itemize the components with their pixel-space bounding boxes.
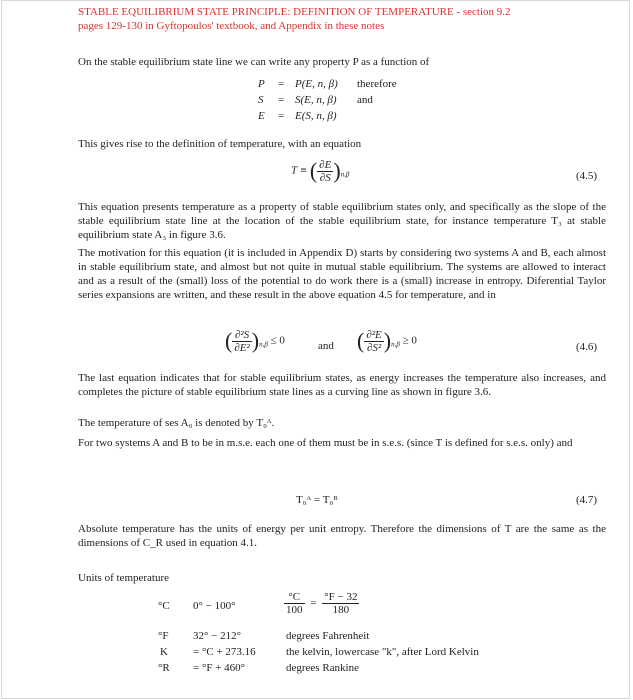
eq46-left: ( $\frac{\text{∂²S}}{\text{∂E²}}$ )$_{n,\beta} \le 0$ — [225, 328, 285, 354]
page-header — [78, 5, 598, 33]
eq47-number: (4.7) — [576, 494, 598, 506]
eq46-right-den: ∂S² — [366, 341, 382, 354]
eq45-sub: n,β — [340, 170, 350, 179]
eq46-left-num: ∂²S — [232, 329, 251, 342]
unit-c-num: °C — [284, 591, 305, 604]
paragraph-1: This equation presents temperature as a property of stable equilibrium states only, and specifically as the slope of the stable equilibrium state line at the location of the stable equilibrium state, for instance temperature T₃ at stable equilibrium state A₃ in figure 3.6. — [78, 201, 606, 241]
unit-desc-r: degrees Rankine — [286, 662, 359, 674]
eq-row1-note: therefore — [357, 78, 397, 90]
eq-row1-rhs: P(E, n, β) — [295, 78, 338, 90]
eq46-right-num: ∂²E — [366, 328, 382, 341]
unit-range-r: = °F + 460° — [193, 662, 246, 674]
eq-row3-eq: = — [278, 110, 285, 122]
unit-range-c: 0° − 100° — [193, 600, 236, 612]
eq46-right: ( $\frac{\text{∂²E}}{\text{∂S²}}$ )$_{n,\beta} \ge 0$ — [357, 328, 417, 354]
eq-row2-eq: = — [278, 94, 285, 106]
paragraph-3: The last equation indicates that for stable equilibrium states, as energy increases the temperature also increases, and completes the picture of stable equilibrium state lines as a curving line as shown in figure 3.6. — [78, 372, 606, 398]
unit-c-rhs-den: 180 — [332, 604, 350, 616]
paragraph-4: The temperature of ses A₀ is denoted by T₀ᴬ. — [78, 417, 275, 429]
eq46-right-sub: n,β — [391, 340, 400, 349]
unit-c-den: 100 — [286, 604, 303, 616]
unit-desc-c: $\frac{^\circ C}{100}$ = $\frac{^\circ F - 32}{180}$ — [286, 591, 358, 616]
unit-sym-f: °F — [158, 630, 169, 642]
eq46-left-sub: n,β — [259, 340, 268, 349]
unit-sym-r: °R — [158, 662, 170, 674]
header-line-2: pages 129-130 in Gyftopoulos' textbook, and Appendix in these notes — [78, 20, 385, 32]
eq46-left-rel: ≤ 0 — [270, 334, 285, 347]
eq-row2-rhs: S(E, n, β) — [295, 94, 337, 106]
paragraph-2: The motivation for this equation (it is included in Appendix D) starts by considering two systems A and B, each almost in stable equilibrium state, and almost but not quite in mutual stable equilibrium. The systems are allowed to interact and as a result of the (small) loss of the potential to do work there is a (small) increase in entropy. Diferential Taylor series expansions are written, and these result in the above equation 4.5 for temperature, and in — [78, 247, 606, 301]
eq-row1-eq: = — [278, 78, 285, 90]
unit-range-k: = °C + 273.16 — [193, 646, 256, 658]
eq45-num: ∂E — [319, 158, 332, 171]
eq47: T₀ᴬ = T₀ᴮ — [296, 494, 338, 506]
eq-row1-lhs: P — [258, 78, 265, 90]
eq45-den: ∂S — [319, 171, 331, 184]
unit-desc-k: the kelvin, lowercase "k", after Lord Kelvin — [286, 646, 479, 658]
unit-range-f: 32° − 212° — [193, 630, 242, 642]
intro-text: On the stable equilibrium state line we can write any property P as a function of — [78, 56, 430, 68]
unit-sym-c: °C — [158, 600, 170, 612]
eq-row3-lhs: E — [258, 110, 265, 122]
eq46-left-den: ∂E² — [234, 341, 250, 354]
eq45: T ≡ ( $\frac{\partial E}{\partial S}$ )$_{n,\beta}$ — [291, 158, 350, 184]
eq46-number: (4.6) — [576, 341, 598, 353]
eq-row2-lhs: S — [258, 94, 264, 106]
unit-c-rhs-num: °F − 32 — [324, 591, 358, 603]
units-title: Units of temperature — [78, 572, 170, 584]
paragraph-5: For two systems A and B to be in m.s.e. each one of them must be in s.e.s. (since T is defined for s.e.s. only) and — [78, 437, 573, 449]
definition-intro: This gives rise to the definition of temperature, with an equation — [78, 138, 362, 150]
eq-row2-note: and — [357, 94, 373, 106]
eq46-right-rel: ≥ 0 — [402, 334, 417, 347]
eq45-number: (4.5) — [576, 170, 598, 182]
paragraph-6: Absolute temperature has the units of energy per unit entropy. Therefore the dimensions of T are the same as the dimensions of C_R used in equation 4.1. — [78, 523, 606, 549]
eq45-lhs: T ≡ — [291, 164, 308, 177]
eq46-and: and — [318, 340, 334, 352]
unit-desc-f: degrees Fahrenheit — [286, 630, 370, 642]
eq-row3-rhs: E(S, n, β) — [295, 110, 337, 122]
unit-sym-k: K — [160, 646, 168, 658]
header-line-1: STABLE EQUILIBRIUM STATE PRINCIPLE: DEFINITION OF TEMPERATURE - section 9.2 — [78, 6, 511, 18]
